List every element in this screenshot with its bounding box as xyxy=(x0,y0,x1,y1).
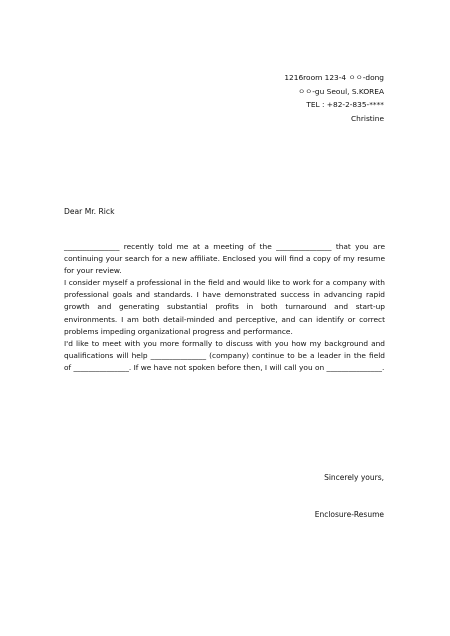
enclosure-note: Enclosure-Resume xyxy=(314,510,384,519)
sender-phone: TEL : +82-2-835-**** xyxy=(306,100,384,110)
body-paragraph-2: I consider myself a professional in the field and would like to work for a company with professional goals and standards. I have demonstrated success in advancing rapid growth and generating substantial profits in both turnaround and start-up environments. I am both detail-minded and perceptive, and can identify or correct problems impeding organizational progress and performance. xyxy=(64,278,385,336)
sender-address-line-1: 1216room 123-4 ㅇㅇ-dong xyxy=(284,73,384,82)
body-paragraph-1: _______________ recently told me at a meeting of the _______________ that you are continuing your search for a new affiliate. Enclosed you will find a copy of my resume for your review. xyxy=(64,242,385,276)
salutation: Dear Mr. Rick xyxy=(64,207,115,216)
body-paragraph-3: I'd like to meet with you more formally to discuss with you how my background and qualifications will help _______________ (company) continue to be a leader in the field of _______________. If we have not spoken before then, I will call you on _______________. xyxy=(64,338,385,372)
sender-name: Christine xyxy=(351,113,384,123)
letter-body xyxy=(64,241,385,374)
sender-block xyxy=(284,71,384,125)
closing: Sincerely yours, xyxy=(324,473,384,482)
sender-address-line-2: ㅇㅇ-gu Seoul, S.KOREA xyxy=(297,86,384,96)
